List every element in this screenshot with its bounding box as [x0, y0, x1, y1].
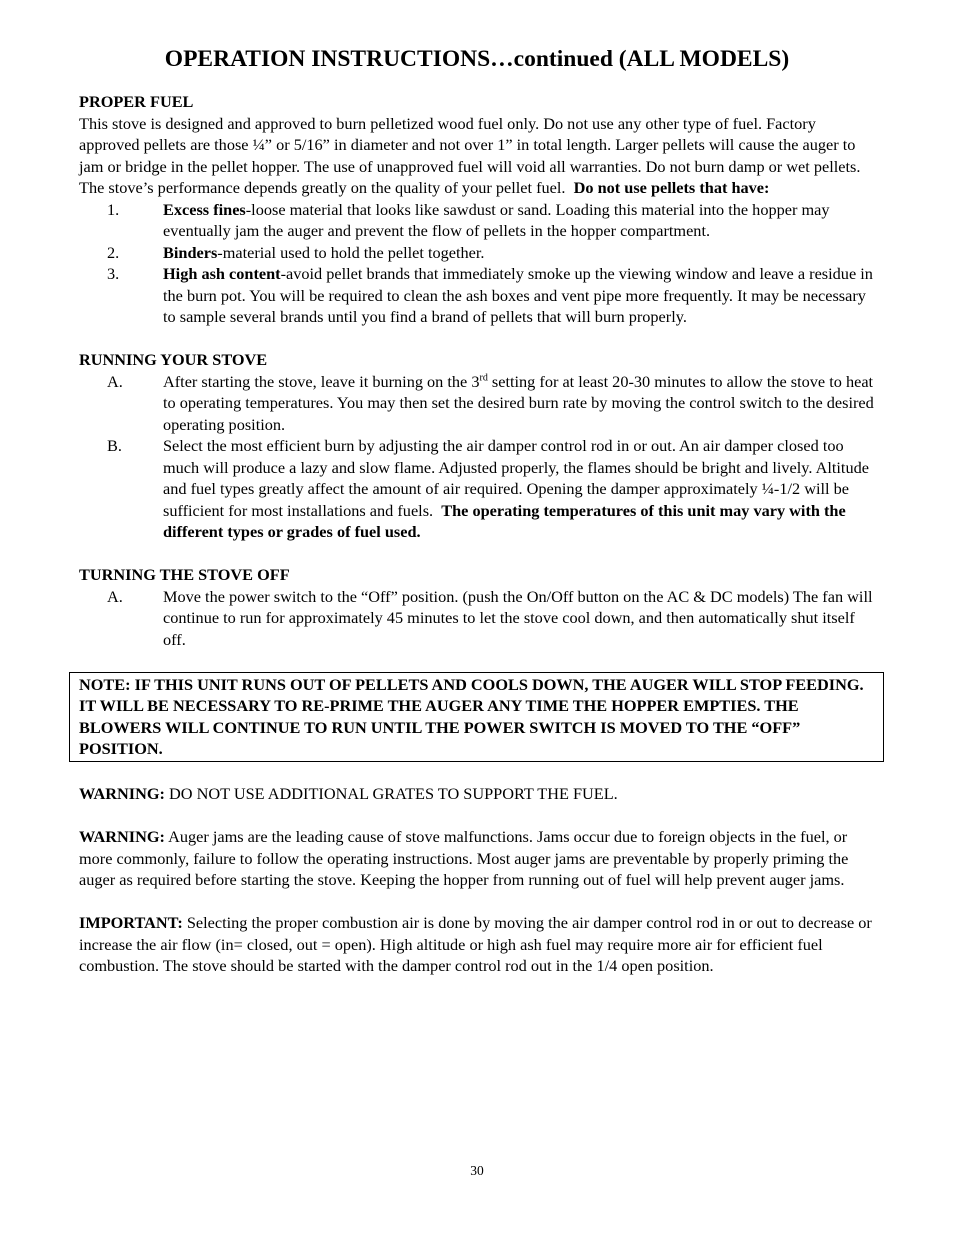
- running-b-bold: The operating temperatures of this unit may vary with the different types or grades of fuel used.: [163, 500, 846, 541]
- list-term: Binders: [163, 242, 218, 262]
- proper-fuel-intro-bold: Do not use pellets that have:: [573, 178, 770, 197]
- warning-grates: [79, 783, 879, 805]
- note-box: [69, 672, 884, 762]
- list-term: High ash content: [163, 264, 281, 283]
- warning-text: DO NOT USE ADDITIONAL GRATES TO SUPPORT THE FUEL.: [164, 784, 618, 803]
- proper-fuel-intro: [79, 113, 879, 199]
- list-item-high-ash: [79, 263, 879, 328]
- page-number: 30: [470, 1163, 484, 1178]
- running-step-a: [79, 371, 879, 436]
- turning-off-step-a: [79, 586, 879, 651]
- list-text: -material used to hold the pellet together.: [217, 242, 485, 262]
- list-marker: A.: [107, 371, 123, 391]
- list-term: Excess fines: [163, 199, 246, 219]
- running-a-text-1: After starting the stove, leave it burning on the 3: [163, 371, 480, 391]
- list-marker: B.: [107, 436, 122, 455]
- warning-label: WARNING:: [79, 827, 165, 846]
- important-combustion-air: [79, 912, 879, 977]
- warning-text: Auger jams are the leading cause of stove malfunctions. Jams occur due to foreign objects in the fuel, or more commonly, failure to follow the operating instructions. Most auger jams are preventable by properly priming the auger as required before starting the stove. Keeping the hopper from running out of fuel will help prevent auger jams.: [79, 827, 849, 889]
- running-heading: RUNNING YOUR STOVE: [79, 350, 268, 369]
- note-text: NOTE: IF THIS UNIT RUNS OUT OF PELLETS AND COOLS DOWN, THE AUGER WILL STOP FEEDING. IT WILL BE NECESSARY TO RE-PRIME THE AUGER ANY TIME THE HOPPER EMPTIES. THE BLOWERS WILL CONTINUE TO RUN UNTIL THE POWER SWITCH IS MOVED TO THE “OFF” POSITION.: [79, 674, 864, 758]
- turning-off-a-text: Move the power switch to the “Off” position. (push the On/Off button on the AC & DC models) The fan will continue to run for approximately 45 minutes to let the stove cool down, and then automatically shut itself off.: [163, 586, 873, 649]
- list-marker: 2.: [107, 242, 120, 262]
- page-content: [79, 91, 879, 977]
- running-a-text-2: setting for at least 20-30 minutes to allow the stove to heat to operating temperatures. You may then set the desired burn rate by moving the control switch to the desired operating position.: [163, 371, 874, 434]
- list-text: -avoid pellet brands that immediately smoke up the viewing window and leave a residue in the burn pot. You will be required to clean the ash boxes and vent pipe more frequently. It may be necessary to sample several brands until you find a brand of pellets that will burn properly.: [163, 264, 873, 326]
- list-marker: 1.: [107, 199, 120, 219]
- proper-fuel-intro-text: This stove is designed and approved to burn pelletized wood fuel only. Do not use any other type of fuel. Factory approved pellets are those ¼” or 5/16” in diameter and not over 1” in total length. Larger pellets will cause the auger to jam or bridge in the pellet hopper. The use of unapproved fuel will void all warranties. Do not burn damp or wet pellets. The stove’s performance depends greatly on the quality of your pellet fuel.: [79, 113, 861, 197]
- warning-auger-jams: [79, 826, 879, 891]
- important-label: IMPORTANT:: [79, 913, 183, 932]
- list-text: -loose material that looks like sawdust or sand. Loading this material into the hopper may eventually jam the auger and prevent the flow of pellets in the hopper compartment.: [163, 199, 830, 240]
- turning-off-heading: TURNING THE STOVE OFF: [79, 565, 290, 584]
- important-text: Selecting the proper combustion air is done by moving the air damper control rod in or out to decrease or increase the air flow (in= closed, out = open). High altitude or high ash fuel may require more air for efficient fuel combustion. The stove should be started with the damper control rod out in the 1/4 open position.: [79, 913, 872, 975]
- running-step-b: [79, 435, 879, 543]
- list-marker: A.: [107, 586, 123, 606]
- running-a-sup: rd: [479, 372, 488, 384]
- warning-label: WARNING:: [79, 784, 165, 803]
- running-b-text: Select the most efficient burn by adjusting the air damper control rod in or out. An air damper closed too much will produce a lazy and slow flame. Adjusted properly, the flames should be bright and lively. Altitude and fuel types greatly affect the amount of air required. Opening the damper approximately ¼-1/2 will be sufficient for most installations and fuels.: [163, 436, 869, 520]
- list-item-binders: [79, 242, 879, 264]
- list-marker: 3.: [107, 264, 120, 283]
- proper-fuel-heading: PROPER FUEL: [79, 92, 194, 111]
- list-item-excess-fines: [79, 199, 879, 242]
- page-title: OPERATION INSTRUCTIONS…continued (ALL MODELS): [164, 46, 790, 72]
